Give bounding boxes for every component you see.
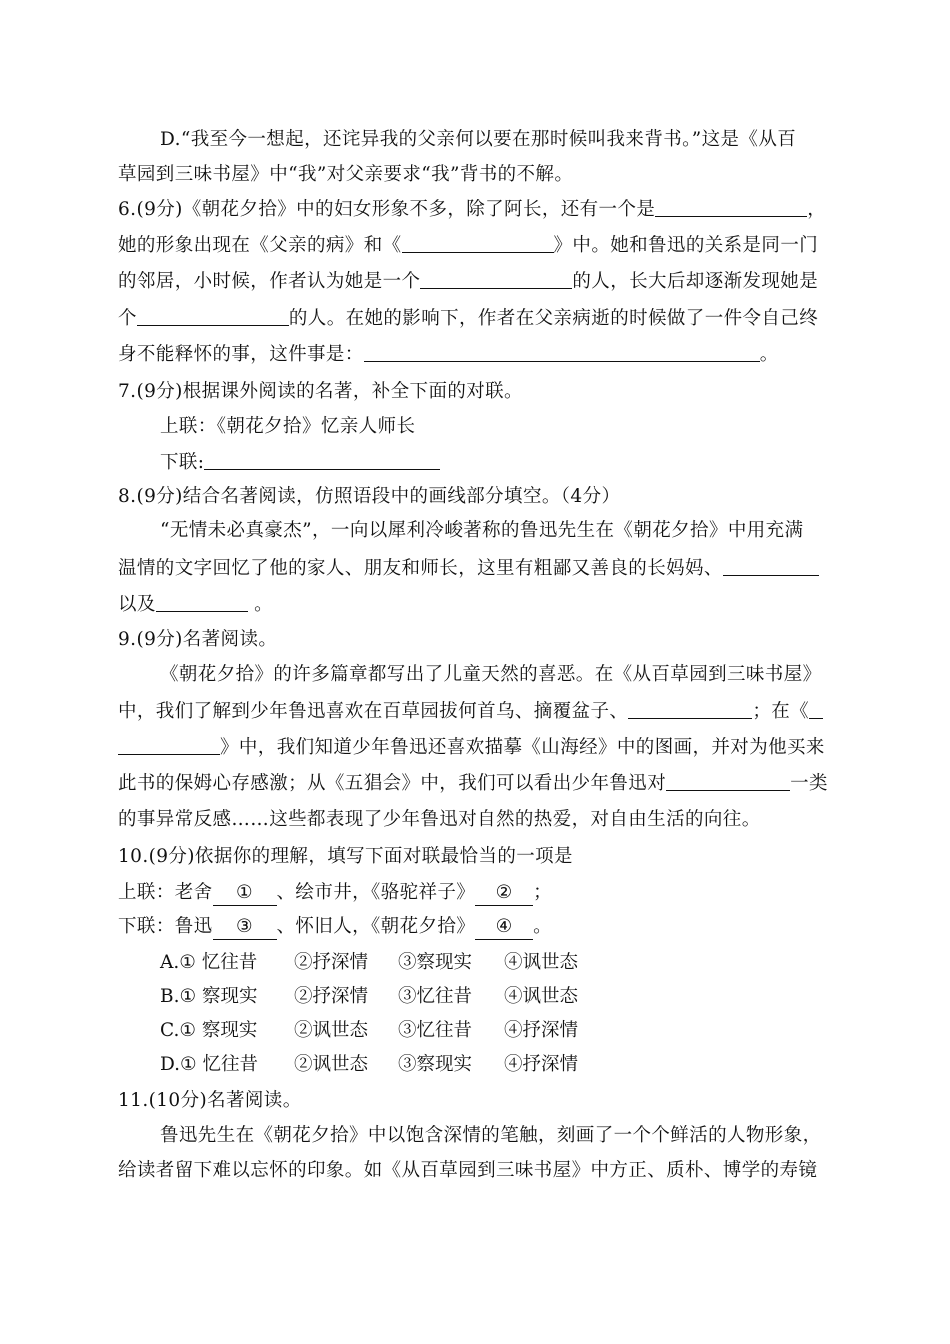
q8-line4	[118, 591, 273, 619]
q6-text: 个	[118, 308, 137, 329]
q6-text: 她的形象出现在《父亲的病》和《	[118, 235, 402, 256]
q6-line5	[118, 341, 779, 369]
q5-option-d-line2: 草园到三味书屋》中“我”对父亲要求“我”背书的不解。	[118, 164, 574, 185]
option-part: ②抒深情	[294, 986, 369, 1007]
q9-line4	[118, 734, 825, 762]
q9-line3	[118, 698, 823, 726]
option-part: B.① 察现实	[160, 986, 258, 1007]
q6-line2	[118, 232, 818, 260]
q7-lower-couplet	[160, 449, 440, 477]
q9-blank-2a[interactable]	[809, 698, 823, 719]
q9-blank-3[interactable]	[666, 770, 790, 791]
option-part: ③忆往昔	[398, 1020, 473, 1041]
q10-blank-2[interactable]: ②	[475, 881, 533, 906]
q10-option-d[interactable]	[160, 1051, 578, 1079]
option-part: A.① 忆往昔	[160, 952, 258, 973]
q9-heading: 9.(9分)名著阅读。	[118, 629, 278, 650]
q10-text: 、怀旧人，《朝花夕拾》	[276, 916, 476, 937]
q11-line3: 给读者留下难以忘怀的印象。如《从百草园到三味书屋》中方正、质朴、博学的寿镜	[118, 1160, 818, 1181]
q6-text: ，	[807, 199, 827, 220]
q9-blank-1[interactable]	[628, 698, 752, 719]
q8-line2: “无情未必真豪杰”，一向以犀利冷峻著称的鲁迅先生在《朝花夕拾》中用充满	[160, 520, 804, 541]
q6-blank-1[interactable]	[655, 196, 807, 217]
q6-text: 的邻居，小时候，作者认为她是一个	[118, 271, 421, 292]
q10-text: 、绘市井，《骆驼祥子》	[276, 882, 476, 903]
q10-text: 上联：老舍	[118, 882, 213, 903]
option-part: ③察现实	[398, 952, 473, 973]
q8-blank-1[interactable]	[723, 555, 819, 576]
option-part: ④抒深情	[504, 1020, 579, 1041]
q6-line3	[118, 268, 818, 296]
q6-blank-4[interactable]	[137, 305, 289, 326]
q11-heading: 11.(10分)名著阅读。	[118, 1090, 302, 1111]
q5-option-d-line1: D.“我至今一想起，还诧异我的父亲何以要在那时候叫我来背书。”这是《从百	[160, 129, 797, 150]
q8-text: 以及	[118, 594, 156, 615]
q8-line3	[118, 555, 819, 583]
q7-upper-couplet: 上联：《朝花夕拾》忆亲人师长	[160, 416, 416, 437]
q9-text: 中，我们了解到少年鲁迅喜欢在百草园拔何首乌、摘覆盆子、	[118, 701, 629, 722]
q7-lower-label: 下联:	[160, 452, 205, 473]
q9-text: 》中，我们知道少年鲁迅还喜欢描摹《山海经》中的图画，并对为他买来	[220, 737, 825, 758]
q10-blank-4[interactable]: ④	[475, 915, 533, 940]
option-part: ④讽世态	[504, 952, 579, 973]
q10-option-a[interactable]	[160, 949, 578, 977]
q9-line5	[118, 770, 828, 798]
q8-heading: 8.(9分)结合名著阅读，仿照语段中的画线部分填空。（4分）	[118, 486, 621, 507]
option-part: D.① 忆往昔	[160, 1054, 259, 1075]
q9-text: ；在《	[752, 701, 810, 722]
option-part: ②讽世态	[294, 1054, 369, 1075]
q9-text: 此书的保姆心存感激；从《五猖会》中，我们可以看出少年鲁迅对	[118, 773, 667, 794]
q10-upper-couplet	[118, 879, 552, 907]
q10-text: 下联：鲁迅	[118, 916, 213, 937]
q10-option-b[interactable]	[160, 983, 578, 1011]
q6-text: 。	[759, 344, 779, 365]
option-part: ③察现实	[398, 1054, 473, 1075]
option-part: C.① 察现实	[160, 1020, 258, 1041]
option-part: ④讽世态	[504, 986, 579, 1007]
option-part: ②讽世态	[294, 1020, 369, 1041]
q9-blank-2b[interactable]	[118, 734, 220, 755]
q10-text: 。	[533, 916, 553, 937]
q8-blank-2[interactable]	[156, 591, 248, 612]
q10-option-c[interactable]	[160, 1017, 578, 1045]
q6-text: 身不能释怀的事，这件事是：	[118, 344, 364, 365]
q10-lower-couplet	[118, 913, 552, 941]
option-part: ③忆往昔	[398, 986, 473, 1007]
option-part: ②抒深情	[294, 952, 369, 973]
q6-text: 》中。她和鲁迅的关系是同一门	[553, 235, 819, 256]
option-part: ④抒深情	[504, 1054, 579, 1075]
q6-text: 的人，长大后却逐渐发现她是	[572, 271, 819, 292]
q6-text: 6.(9分)《朝花夕拾》中的妇女形象不多，除了阿长，还有一个是	[118, 199, 656, 220]
q10-blank-1[interactable]: ①	[213, 881, 277, 906]
q6-text: 的人。在她的影响下，作者在父亲病逝的时候做了一件令自己终	[288, 308, 819, 329]
q8-text: 温情的文字回忆了他的家人、朋友和师长，这里有粗鄙又善良的长妈妈、	[118, 558, 723, 579]
q8-text: 。	[247, 594, 273, 615]
q7-blank[interactable]	[204, 449, 440, 470]
q10-text: ；	[533, 882, 553, 903]
q6-line4	[118, 305, 818, 333]
q9-line6: 的事异常反感……这些都表现了少年鲁迅对自然的热爱，对自由生活的向往。	[118, 809, 761, 830]
q11-line2: 鲁迅先生在《朝花夕拾》中以饱含深情的笔触，刻画了一个个鲜活的人物形象，	[160, 1125, 822, 1146]
q6-blank-3[interactable]	[420, 268, 572, 289]
q9-text: 一类	[790, 773, 828, 794]
q7-heading: 7.(9分)根据课外阅读的名著，补全下面的对联。	[118, 381, 523, 402]
q6-line1	[118, 196, 826, 224]
q10-heading: 10.(9分)依据你的理解，填写下面对联最恰当的一项是	[118, 846, 573, 867]
q9-line2: 《朝花夕拾》的许多篇章都写出了儿童天然的喜恶。在《从百草园到三味书屋》	[160, 664, 822, 685]
q6-blank-5[interactable]	[364, 341, 760, 362]
q10-blank-3[interactable]: ③	[213, 915, 277, 940]
q6-blank-2[interactable]	[402, 232, 554, 253]
